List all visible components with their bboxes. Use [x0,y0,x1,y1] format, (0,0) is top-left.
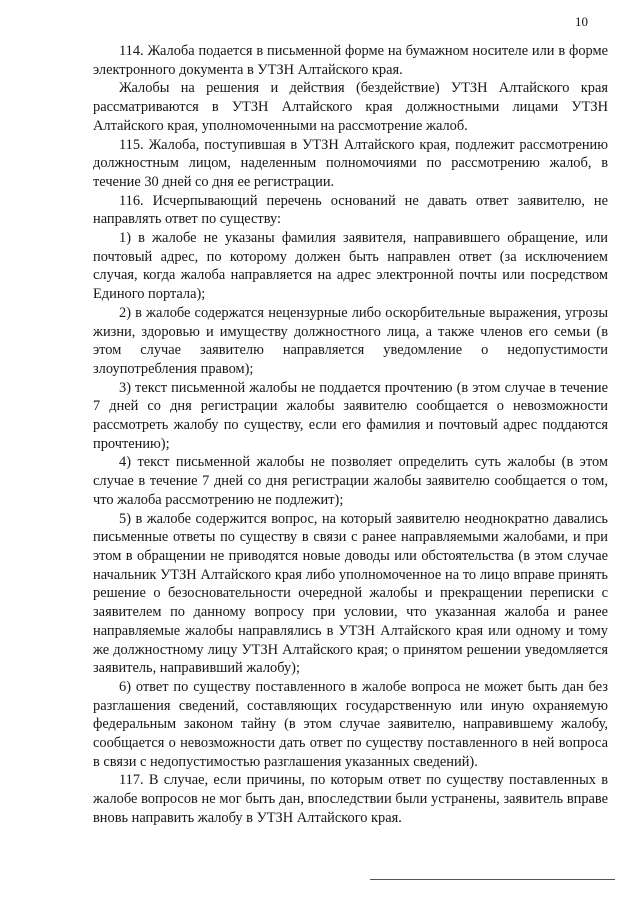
list-item-4: 4) текст письменной жалобы не позволяет определить суть жалобы (в этом случае в течение 7 дней со дня регистрации жалобы заявителю сообщается о том, что жалоба рассмотрению не подлежит); [93,454,608,508]
bottom-rule [370,879,615,880]
paragraph-117: 117. В случае, если причины, по которым ответ по существу поставленных в жалобе вопросов не мог быть дан, впоследствии были устранены, заявитель вправе вновь направить жалобу в УТЗН Алтайского края. [93,772,608,826]
paragraph-115: 115. Жалоба, поступившая в УТЗН Алтайского края, подлежит рассмотрению должностным лицом, наделенным полномочиями по рассмотрению жалоб, в течение 30 дней со дня ее регистрации. [93,136,608,190]
page-number: 10 [575,14,588,29]
document-body [93,42,608,828]
paragraph-114: 114. Жалоба подается в письменной форме на бумажном носителе или в форме электронного документа в УТЗН Алтайского края. [93,43,608,78]
list-item-3: 3) текст письменной жалобы не поддается прочтению (в этом случае в течение 7 дней со дня регистрации жалобы заявителю сообщается о невозможности рассмотреть жалобу по существу, если его фамилия и почтовый адрес поддаются прочтению); [93,379,608,452]
paragraph-116: 116. Исчерпывающий перечень оснований не давать ответ заявителю, не направлять ответ по существу: [93,192,608,228]
list-item-1: 1) в жалобе не указаны фамилия заявителя, направившего обращение, или почтовый адрес, по которому должен быть направлен ответ (за исключением случая, когда жалоба направляется на адрес электронной почты или посредством Единого портала); [93,230,608,303]
list-item-2: 2) в жалобе содержатся нецензурные либо оскорбительные выражения, угрозы жизни, здоровью и имуществу должностного лица, а также членов его семьи (в этом случае заявителю направляется уведомление о недопустимости злоупотребления правом); [93,304,608,377]
list-item-6: 6) ответ по существу поставленного в жалобе вопроса не может быть дан без разглашения сведений, составляющих государственную или иную охраняемую федеральным законом тайну (в этом случае заявителю, направившему жалобу, сообщается о невозможности дать ответ по существу поставленного в ней вопроса в связи с недопустимостью разглашения указанных сведений). [93,678,608,770]
list-item-5: 5) в жалобе содержится вопрос, на который заявителю неоднократно давались письменные ответы по существу в связи с ранее направляемыми жалобами, и при этом в обращении не приводятся новые доводы или обстоятельства (в этом случае начальник УТЗН Алтайского края либо уполномоченное на то лицо вправе принять решение о безосновательности очередной жалобы и прекращении переписки с заявителем по данному вопросу при условии, что указанная жалоба и ранее направляемые жалобы направлялись в УТЗН Алтайского края или одному и тому же должностному лицу УТЗН Алтайского края; о принятом решении уведомляется заявитель, направивший жалобу); [93,510,608,677]
paragraph-complaints-review: Жалобы на решения и действия (бездействие) УТЗН Алтайского края рассматриваются в УТЗН Алтайского края должностными лицами УТЗН Алтайского края, уполномоченными на рассмотрение жалоб. [93,80,608,134]
